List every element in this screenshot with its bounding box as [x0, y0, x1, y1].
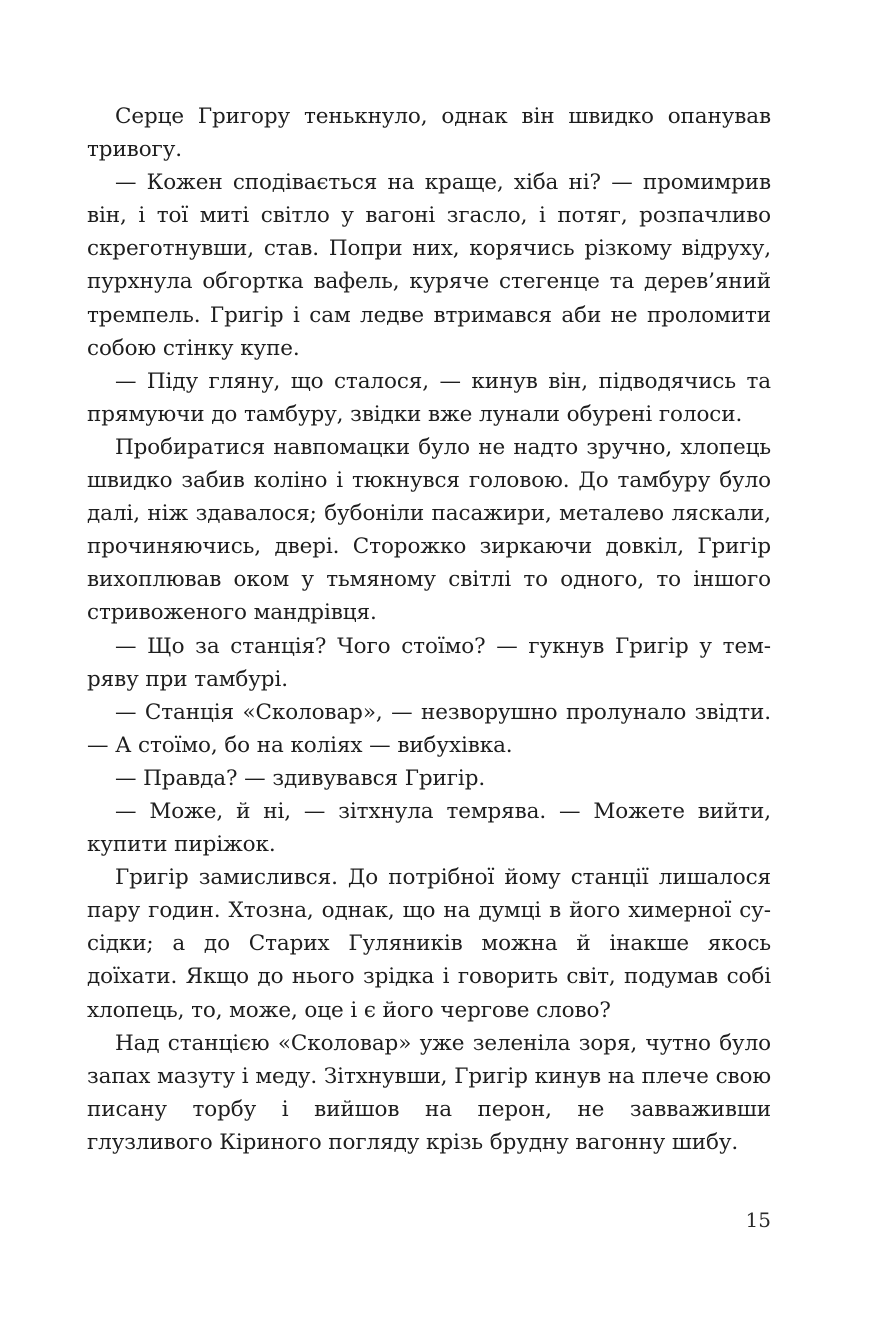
paragraph-6: — Станція «Сколовар», — незворушно пролунало звідти. — А стоїмо, бо на коліях — вибухівка. [87, 699, 771, 758]
paragraph-5: — Що за станція? Чого стоїмо? — гукнув Григір у темряву при тамбурі. [87, 633, 771, 692]
page-text [87, 100, 771, 1159]
paragraph-7: — Правда? — здивувався Григір. [115, 765, 486, 791]
paragraph-4: Пробиратися навпомацки було не надто зручно, хлопець швидко забив коліно і тюкнувся головою. До тамбуру було далі, ніж здавалося; бубоніли пасажири, металево ляскали, прочиняючись, двері. Сторожко зиркаючи довкіл, Григір вихоплював оком у тьмяному світлі то одного, то іншого стривоженого мандрівця. [87, 434, 771, 626]
paragraph-9: Григір замислився. До потрібної йому станції лишалося пару годин. Хтозна, однак, що на думці в його химерної сусідки; а до Старих Гуляників можна й інакше якось доїхати. Якщо до нього зрідка і говорить світ, подумав собі хлопець, то, може, оце і є його чергове слово? [87, 865, 771, 1023]
paragraph-2: — Кожен сподівається на краще, хіба ні? — промимрив він, і тої миті світло у вагоні згасло, і потяг, розпачливо скреготнувши, став. Попри них, корячись різкому відруху, пурхнула обгортка вафель, куряче стегенце та дерев’яний тремпель. Григір і сам ледве втримався аби не проломити собою стінку купе. [87, 170, 771, 361]
paragraph-1: Серце Григору тенькнуло, однак він швидко опанував тривогу. [87, 104, 771, 163]
paragraph-8: — Може, й ні, — зітхнула темрява. — Можете вийти, купити пиріжок. [87, 798, 771, 858]
paragraph-3: — Піду гляну, що сталося, — кинув він, підводячись та прямуючи до тамбуру, звідки вже лунали обурені голоси. [87, 368, 771, 427]
paragraph-10: Над станцією «Сколовар» уже зеленіла зоря, чутно було запах мазуту і меду. Зітхнувши, Григір кинув на плече свою писану торбу і вийшов на перон, не завваживши глузливого Кіриного погляду крізь брудну вагонну шибу. [87, 1030, 771, 1155]
page-number: 15 [745, 1208, 771, 1232]
